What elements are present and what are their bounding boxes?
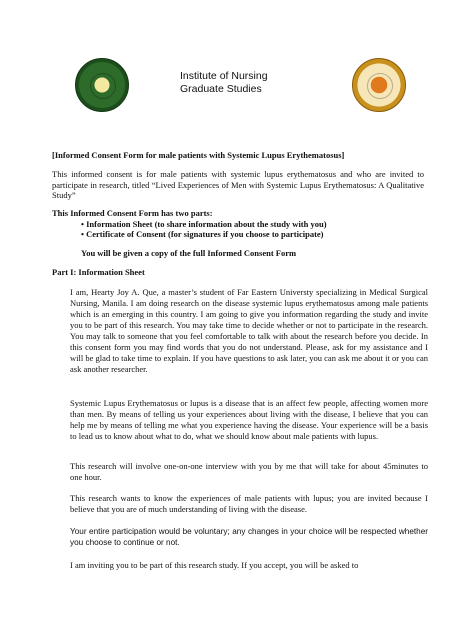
- institute-name: Institute of Nursing: [180, 70, 268, 82]
- university-seal-logo: [75, 58, 129, 112]
- copy-note: You will be given a copy of the full Informed Consent Form: [81, 248, 297, 258]
- part-item-certificate: • Certificate of Consent (for signatures if you choose to participate): [81, 229, 324, 239]
- paragraph-invitation: I am inviting you to be part of this research study. If you accept, you will be asked to: [70, 560, 359, 570]
- parts-heading: This Informed Consent Form has two parts:: [52, 208, 213, 218]
- institute-header: [180, 70, 268, 96]
- part1-heading: Part I: Information Sheet: [52, 267, 145, 277]
- form-title: [Informed Consent Form for male patients with Systemic Lupus Erythematosus]: [52, 150, 345, 160]
- paragraph-lupus: Systemic Lupus Erythematosus or lupus is a disease that is an affect few people, affecting women more than men. By means of telling us your experiences about living with the disease, I believe that you can help me by means of telling me what you experience having the disease. Your experience will be a basis to lead us to know about what to do, what we should know about male patients with lupus.: [70, 398, 428, 441]
- paragraph-purpose: This research wants to know the experiences of male patients with lupus; you are invited because I believe that you are of much understanding of living with the disease.: [70, 493, 428, 514]
- paragraph-introduction: I am, Hearty Joy A. Que, a master’s student of Far Eastern Universty specializing in Medical Surgical Nursing, Manila. I am doing research on the disease systemic lupus erythematosus among male patients which is an emerging in this country. I am going to give you information regarding the study and invite you to be part of this research. You may take time to decide whether or not to participate in the research. You may talk to someone that you feel comfortable to talk with about the research before you decide. In this consent form you may find words that you do not understand. Please, ask for my assistance and I will be glad to take time to explain. If you have questions to ask later, you can ask me about it or you can ask another researcher.: [70, 287, 428, 374]
- paragraph-interview: This research will involve one-on-one interview with you by me that will take for about 45minutes to one hour.: [70, 461, 428, 482]
- intro-paragraph: This informed consent is for male patients with systemic lupus erythematosus and who are invited to participate in research, titled “Lived Experiences of Men with Systemic Lupus Erythematosus: A Qualitative Study”: [52, 169, 424, 201]
- paragraph-voluntary: Your entire participation would be voluntary; any changes in your choice will be respected whether you choose to continue or not.: [70, 527, 428, 547]
- feu-seal-logo: [352, 58, 406, 112]
- part-item-information-sheet: • Information Sheet (to share information about the study with you): [81, 219, 327, 229]
- graduate-studies: Graduate Studies: [180, 83, 262, 95]
